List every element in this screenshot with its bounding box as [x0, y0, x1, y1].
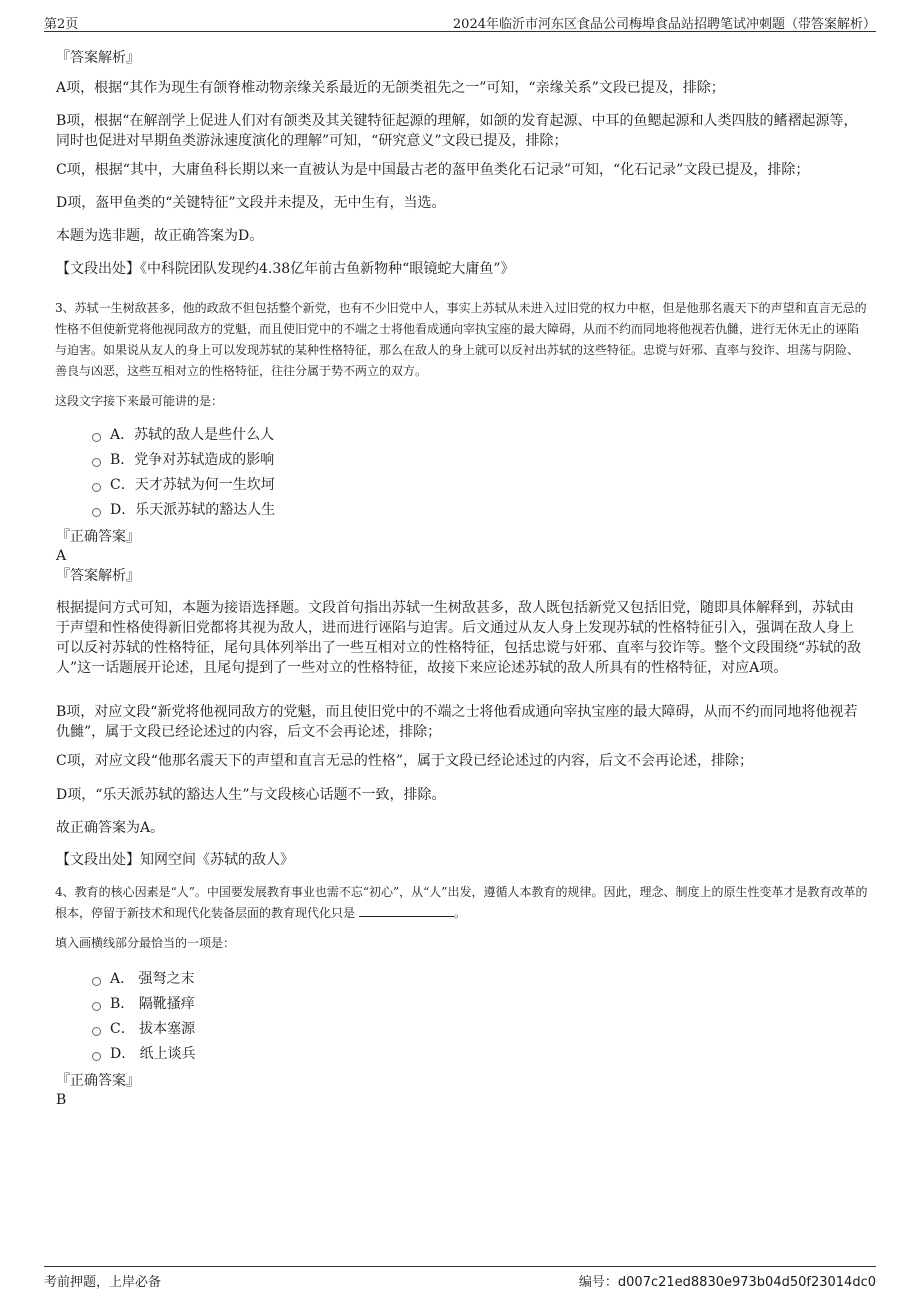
footer-slogan: 考前押题，上岸必备 — [44, 1275, 162, 1290]
radio-icon[interactable] — [92, 458, 101, 467]
analysis-conclusion: 本题为选非题，故正确答案为D。 — [56, 228, 264, 244]
question-4-prompt: 填入画横线部分最恰当的一项是： — [55, 936, 236, 950]
analysis-option-b: B项，根据“在解剖学上促进人们对有颌类及其关键特征起源的理解，如颌的发育起源、中耳的鱼鳃起源和人类四肢的鳍褶起源等，同时也促进对早期鱼类游泳速度演化的理解”可知，“研究意义”文段已提及，排除； — [56, 113, 858, 149]
option-label: D． 纸上谈兵 — [110, 1046, 196, 1062]
footer-divider — [44, 1266, 876, 1267]
document-title: 2024年临沂市河东区食品公司梅埠食品站招聘笔试冲刺题（带答案解析） — [452, 17, 876, 32]
answer-value: A — [56, 548, 67, 564]
radio-icon[interactable] — [92, 433, 101, 442]
document-code — [579, 1271, 876, 1290]
question-4-option-b[interactable] — [92, 994, 195, 1014]
source-citation: 【文段出处】《中科院团队发现约4.38亿年前古鱼新物种“眼镜蛇大庸鱼”》 — [56, 261, 515, 277]
question-3-option-a[interactable] — [92, 425, 274, 445]
analysis-option-c: C项，根据“其中，大庸鱼科长期以来一直被认为是中国最古老的盔甲鱼类化石记录”可知，“化石记录”文段已提及，排除； — [56, 162, 810, 178]
answer-heading: 『正确答案』 — [56, 529, 140, 545]
analysis-conclusion: 故正确答案为A。 — [56, 820, 165, 836]
answer-heading: 『正确答案』 — [56, 1073, 140, 1089]
analysis-heading: 『答案解析』 — [56, 568, 140, 584]
code-label: 编号： — [578, 1275, 618, 1290]
option-label: C．天才苏轼为何一生坎坷 — [110, 477, 275, 493]
question-3-option-c[interactable] — [92, 475, 275, 495]
option-label: D．乐天派苏轼的豁达人生 — [110, 502, 276, 518]
page-header — [0, 0, 920, 33]
option-label: B． 隔靴搔痒 — [110, 996, 195, 1012]
radio-icon[interactable] — [92, 483, 101, 492]
fill-blank — [359, 904, 454, 917]
analysis-option-c: C项，对应文段“他那名震天下的声望和直言无忌的性格”，属于文段已经论述过的内容，后文不会再论述，排除； — [56, 753, 754, 769]
question-4-option-d[interactable] — [92, 1044, 196, 1064]
header-divider — [44, 31, 876, 32]
analysis-main: 根据提问方式可知，本题为接语选择题。文段首句指出苏轼一生树敌甚多，敌人既包括新党又包括旧党，随即具体解释到，苏轼由于声望和性格使得新旧党都将其视为敌人，进而进行诬陷与迫害。后文通过从友人身上发现苏轼的性格特征引入，强调在敌人身上可以反衬苏轼的性格特征，尾句具体列举出了一些互相对立的性格特征，包括忠谠与奸邪、直率与狡诈等。整个文段围绕“苏轼的敌人”这一话题展开论述，且尾句提到了一些对立的性格特征，故接下来应论述苏轼的敌人所具有的性格特征，对应A项。 — [56, 600, 862, 676]
analysis-option-d: D项，“乐天派苏轼的豁达人生”与文段核心话题不一致，排除。 — [56, 787, 446, 803]
question-4-stem-end: 。 — [453, 906, 466, 920]
code-value: d007c21ed8830e973b04d50f23014dc0 — [617, 1275, 876, 1290]
option-label: A．苏轼的敌人是些什么人 — [110, 427, 275, 443]
question-4-option-a[interactable] — [92, 969, 195, 989]
radio-icon[interactable] — [92, 1052, 101, 1061]
question-3-option-d[interactable] — [92, 500, 275, 520]
analysis-option-b: B项，对应文段“新党将他视同敌方的党魁，而且使旧党中的不端之士将他看成通向宰执宝座的最大障碍，从而不约而同地将他视若仇雠”，属于文段已经论述过的内容，后文不会再论述，排除； — [56, 704, 858, 740]
option-label: C． 拔本塞源 — [110, 1021, 196, 1037]
option-label: B．党争对苏轼造成的影响 — [110, 452, 275, 468]
question-4-stem-text: 4、教育的核心因素是“人”。中国要发展教育事业也需不忘“初心”，从“人”出发，遵循人本教育的规律。因此，理念、制度上的原生性变革才是教育改革的根本，停留于新技术和现代化装备层面的教育现代化只是 — [55, 885, 868, 920]
radio-icon[interactable] — [92, 1002, 101, 1011]
source-citation: 【文段出处】知网空间《苏轼的敌人》 — [56, 852, 294, 868]
question-4-stem — [55, 882, 870, 924]
analysis-heading: 『答案解析』 — [56, 50, 140, 66]
radio-icon[interactable] — [92, 1027, 101, 1036]
analysis-option-a: A项，根据“其作为现生有颌脊椎动物亲缘关系最近的无颌类祖先之一”可知，“亲缘关系”文段已提及，排除； — [56, 80, 725, 96]
radio-icon[interactable] — [92, 508, 101, 517]
page-number: 第2页 — [44, 17, 79, 32]
radio-icon[interactable] — [92, 977, 101, 986]
question-3-stem: 3、苏轼一生树敌甚多，他的政敌不但包括整个新党，也有不少旧党中人，事实上苏轼从未进入过旧党的权力中枢，但是他那名震天下的声望和直言无忌的性格不但使新党将他视同敌方的党魁，而且使旧党中的不端之士将他看成通向宰执宝座的最大障碍，从而不约而同地将他视若仇雠，进行无休无止的诬陷与迫害。如果说从友人的身上可以发现苏轼的某种性格特征，那么在敌人的身上就可以反衬出苏轼的这些特征。忠谠与奸邪、直率与狡诈、坦荡与阴险、善良与凶恶，这些互相对立的性格特征，往往分属于势不两立的双方。 — [55, 301, 867, 378]
option-label: A． 强弩之末 — [110, 971, 195, 987]
question-3-prompt: 这段文字接下来最可能讲的是： — [55, 394, 224, 408]
question-3-option-b[interactable] — [92, 450, 274, 470]
analysis-option-d: D项，盔甲鱼类的“关键特征”文段并未提及，无中生有，当选。 — [56, 195, 446, 211]
answer-value: B — [56, 1092, 67, 1108]
question-4-option-c[interactable] — [92, 1019, 195, 1039]
